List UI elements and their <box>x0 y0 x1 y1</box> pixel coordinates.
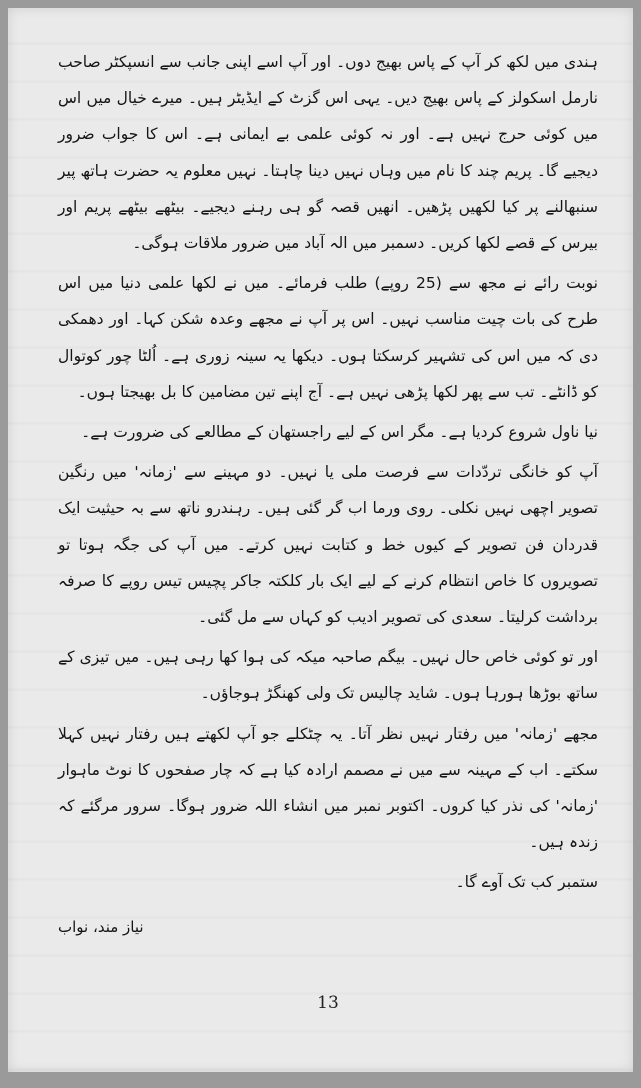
paragraph-5: اور تو کوئی خاص حال نہیں۔ بیگم صاحبہ میکہ کی ہوا کھا رہی ہیں۔ میں تیزی کے ساتھ بوڑھا ہورہا ہوں۔ شاید چالیس تک ولی کھنگڑ ہوجاؤں۔ <box>58 648 598 703</box>
letter-body <box>58 44 598 901</box>
book-page <box>8 8 633 1072</box>
paragraph-7: ستمبر کب تک آوے گا۔ <box>455 873 598 892</box>
signature-text: نیاز مند، نواب <box>58 918 144 936</box>
paragraph-4: آپ کو خانگی تردّدات سے فرصت ملی یا نہیں۔ دو مہینے سے 'زمانہ' میں رنگین تصویر اچھی نہیں نکلی۔ روی ورما اب گر گئی ہیں۔ رہندرو ناتھ سے بہ حیثیت ایک قدردان فن تصویر کے کیوں خط و کتابت نہیں کرتے۔ میں آپ کی جگہ ہوتا تو تصویروں کا خاص انتظام کرنے کے لیے ایک بار کلکتہ جاکر پچیس تیس روپے کا صرفہ برداشت کرلیتا۔ سعدی کی تصویر ادیب کو کہاں سے مل گئی۔ <box>58 463 598 627</box>
paragraph-2: نوبت رائے نے مجھ سے (25 روپے) طلب فرمائے۔ میں نے لکھا علمی دنیا میں اس طرح کی بات چیت مناسب نہیں۔ اس پر آپ نے مجھے وعدہ شکن کہا۔ اور دھمکی دی کہ میں اس کی تشہیر کرسکتا ہوں۔ دیکھا یہ سینہ زوری ہے۔ اُلٹا چور کوتوال کو ڈانٹے۔ تب سے پھر لکھا پڑھی نہیں ہے۔ آج اپنے تین مضامین کا بل بھیجتا ہوں۔ <box>58 274 598 401</box>
paragraph-6: مجھے 'زمانہ' میں رفتار نہیں نظر آتا۔ یہ چٹکلے جو آپ لکھتے ہیں رفتار نہیں کہلا سکتے۔ اب کے مہینہ سے میں نے مصمم ارادہ کیا ہے کہ چار صفحوں کا نوٹ ماہوار 'زمانہ' کی نذر کیا کروں۔ اکتوبر نمبر میں انشاء اللہ ضرور ہوگا۔ سرور مرگئے کہ زندہ ہیں۔ <box>58 724 598 852</box>
page-number: 13 <box>317 993 339 1013</box>
paragraph-3: نیا ناول شروع کردیا ہے۔ مگر اس کے لیے راجستھان کے مطالعے کی ضرورت ہے۔ <box>81 423 598 442</box>
paragraph-1: ہندی میں لکھ کر آپ کے پاس بھیج دوں۔ اور آپ اسے اپنی جانب سے انسپکٹر صاحب نارمل اسکولز کے پاس بھیج دیں۔ یہی اس گزٹ کے ایڈیٹر ہیں۔ میرے خیال میں اس میں کوئی حرج نہیں ہے۔ اور نہ کوئی علمی بے ایمانی ہے۔ اس کا جواب ضرور دیجیے گا۔ پریم چند کا نام میں وہاں نہیں دینا چاہتا۔ نہیں معلوم یہ حضرت ہاتھ پیر سنبھالنے پر کیا لکھیں پڑھیں۔ انھیں قصہ گو ہی رہنے دیجیے۔ بیٹھے بیٹھے پریم اور بیرس کے قصے لکھا کریں۔ دسمبر میں الہ آباد میں ضرور ملاقات ہوگی۔ <box>58 53 598 253</box>
